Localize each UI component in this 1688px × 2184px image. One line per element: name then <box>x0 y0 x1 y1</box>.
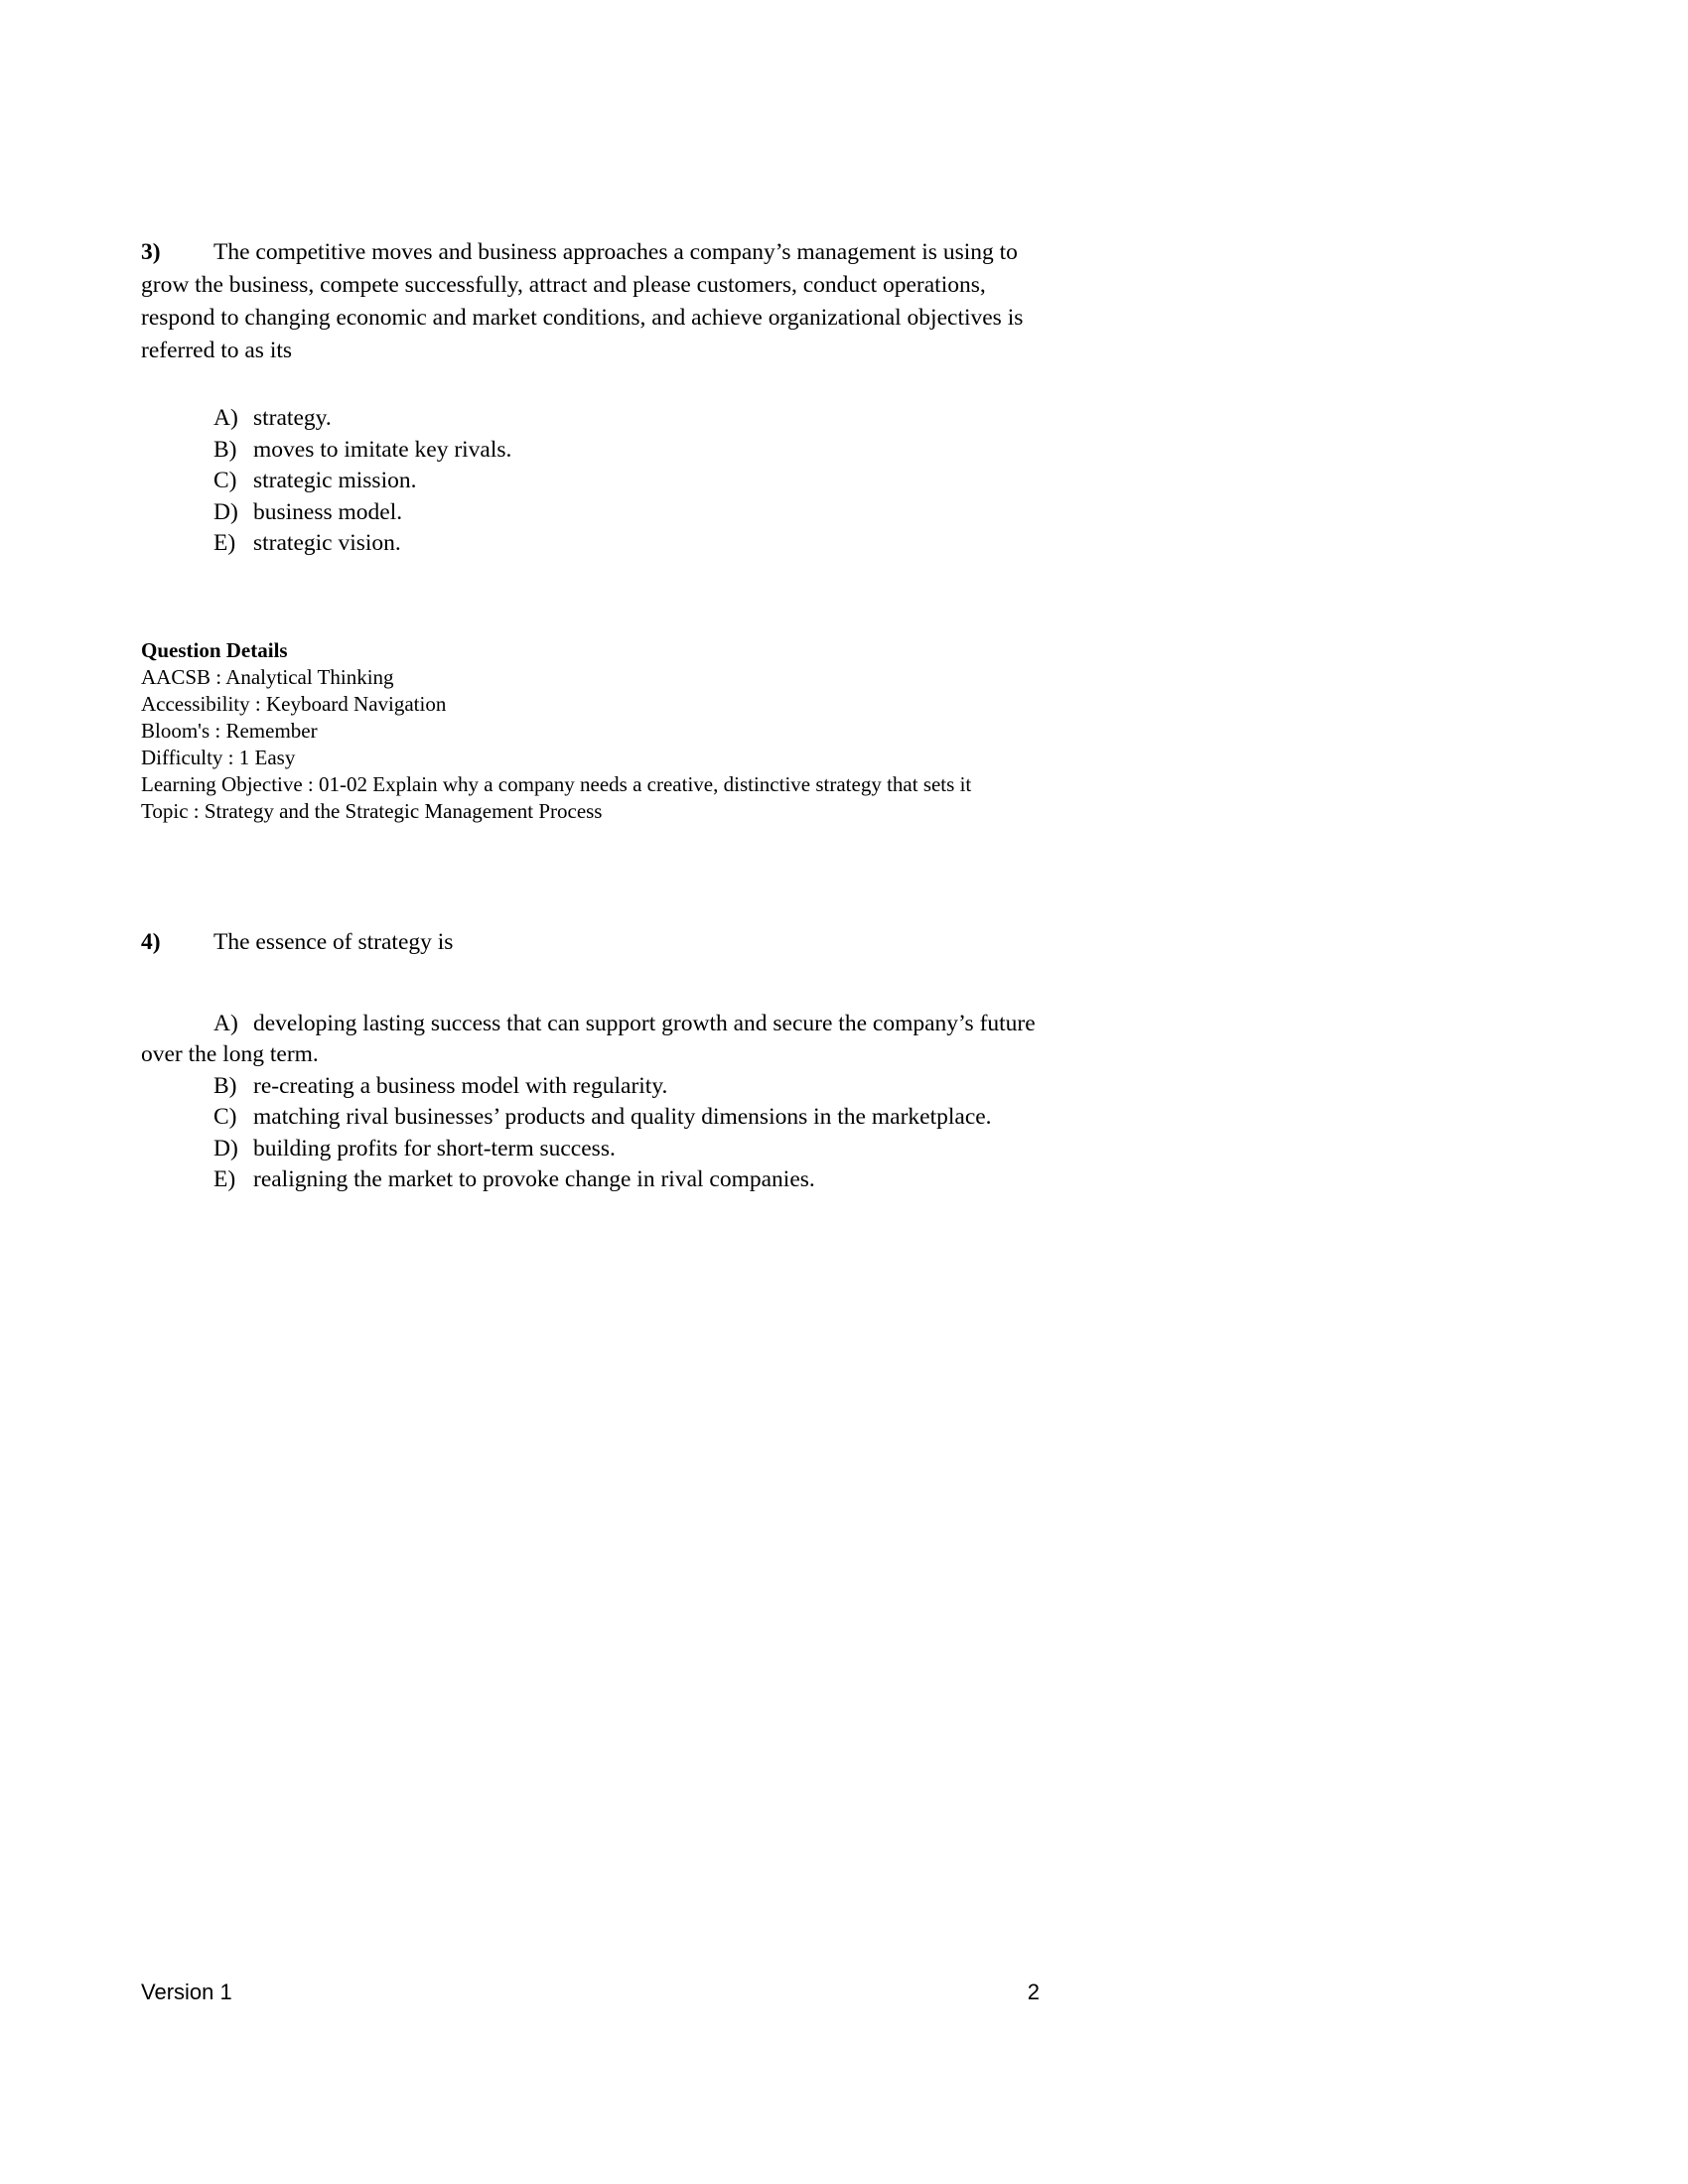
page-content <box>141 236 1055 1196</box>
option-letter: C) <box>213 468 237 493</box>
option-letter: A) <box>213 1010 238 1036</box>
option-a <box>141 1009 1055 1071</box>
page-footer <box>141 1979 1040 2006</box>
option-text: strategic mission. <box>253 468 417 493</box>
question-3-options <box>141 403 1055 560</box>
option-text: moves to imitate key rivals. <box>253 436 512 463</box>
detail-topic: Topic : Strategy and the Strategic Management Process <box>141 798 603 823</box>
option-d <box>141 1134 1055 1165</box>
option-text: strategy. <box>253 405 332 431</box>
option-e <box>141 528 1055 560</box>
option-letter: B) <box>213 436 237 463</box>
option-d <box>141 497 1055 529</box>
detail-learning-objective: Learning Objective : 01-02 Explain why a company needs a creative, distinctive strategy that sets it <box>141 771 972 796</box>
option-letter: C) <box>213 1104 237 1130</box>
detail-aacsb: AACSB : Analytical Thinking <box>141 664 394 689</box>
option-text: business model. <box>253 498 403 525</box>
question-4 <box>141 926 1055 1196</box>
option-text: developing lasting success that can support growth and secure the company’s future over the long term. <box>141 1010 1036 1067</box>
detail-accessibility: Accessibility : Keyboard Navigation <box>141 691 447 716</box>
option-text: realigning the market to provoke change in rival companies. <box>253 1166 815 1192</box>
option-text: re-creating a business model with regularity. <box>253 1072 668 1099</box>
detail-blooms: Bloom's : Remember <box>141 718 318 743</box>
question-4-stem <box>141 926 1055 959</box>
footer-page-number: 2 <box>1027 1979 1040 2004</box>
question-4-options <box>141 1009 1055 1196</box>
option-text: building profits for short-term success. <box>253 1135 616 1161</box>
option-letter: A) <box>213 405 238 431</box>
question-3-number: 3) <box>141 239 161 265</box>
option-letter: D) <box>213 498 238 525</box>
option-b <box>141 1071 1055 1103</box>
detail-difficulty: Difficulty : 1 Easy <box>141 745 296 769</box>
option-letter: D) <box>213 1135 238 1161</box>
option-a <box>141 403 1055 435</box>
option-text: strategic vision. <box>253 530 401 556</box>
question-details-block <box>141 637 1055 825</box>
question-details-heading: Question Details <box>141 637 288 662</box>
question-4-number: 4) <box>141 928 161 955</box>
question-3-stem-text: The competitive moves and business approaches a company’s management is using to grow the business, compete successfully, attract and please customers, conduct operations, respond to changing economic and market conditions, and achieve organizational objectives is referred to as its <box>141 239 1024 363</box>
option-text: matching rival businesses’ products and quality dimensions in the marketplace. <box>253 1104 992 1130</box>
option-e <box>141 1164 1055 1196</box>
option-letter: E) <box>213 530 236 556</box>
option-b <box>141 435 1055 467</box>
option-c <box>141 466 1055 497</box>
question-4-stem-text: The essence of strategy is <box>213 928 454 955</box>
option-letter: E) <box>213 1166 236 1192</box>
option-c <box>141 1102 1055 1134</box>
question-3-stem <box>141 236 1055 367</box>
option-letter: B) <box>213 1072 237 1099</box>
question-3 <box>141 236 1055 825</box>
footer-version-label: Version 1 <box>141 1979 232 2004</box>
